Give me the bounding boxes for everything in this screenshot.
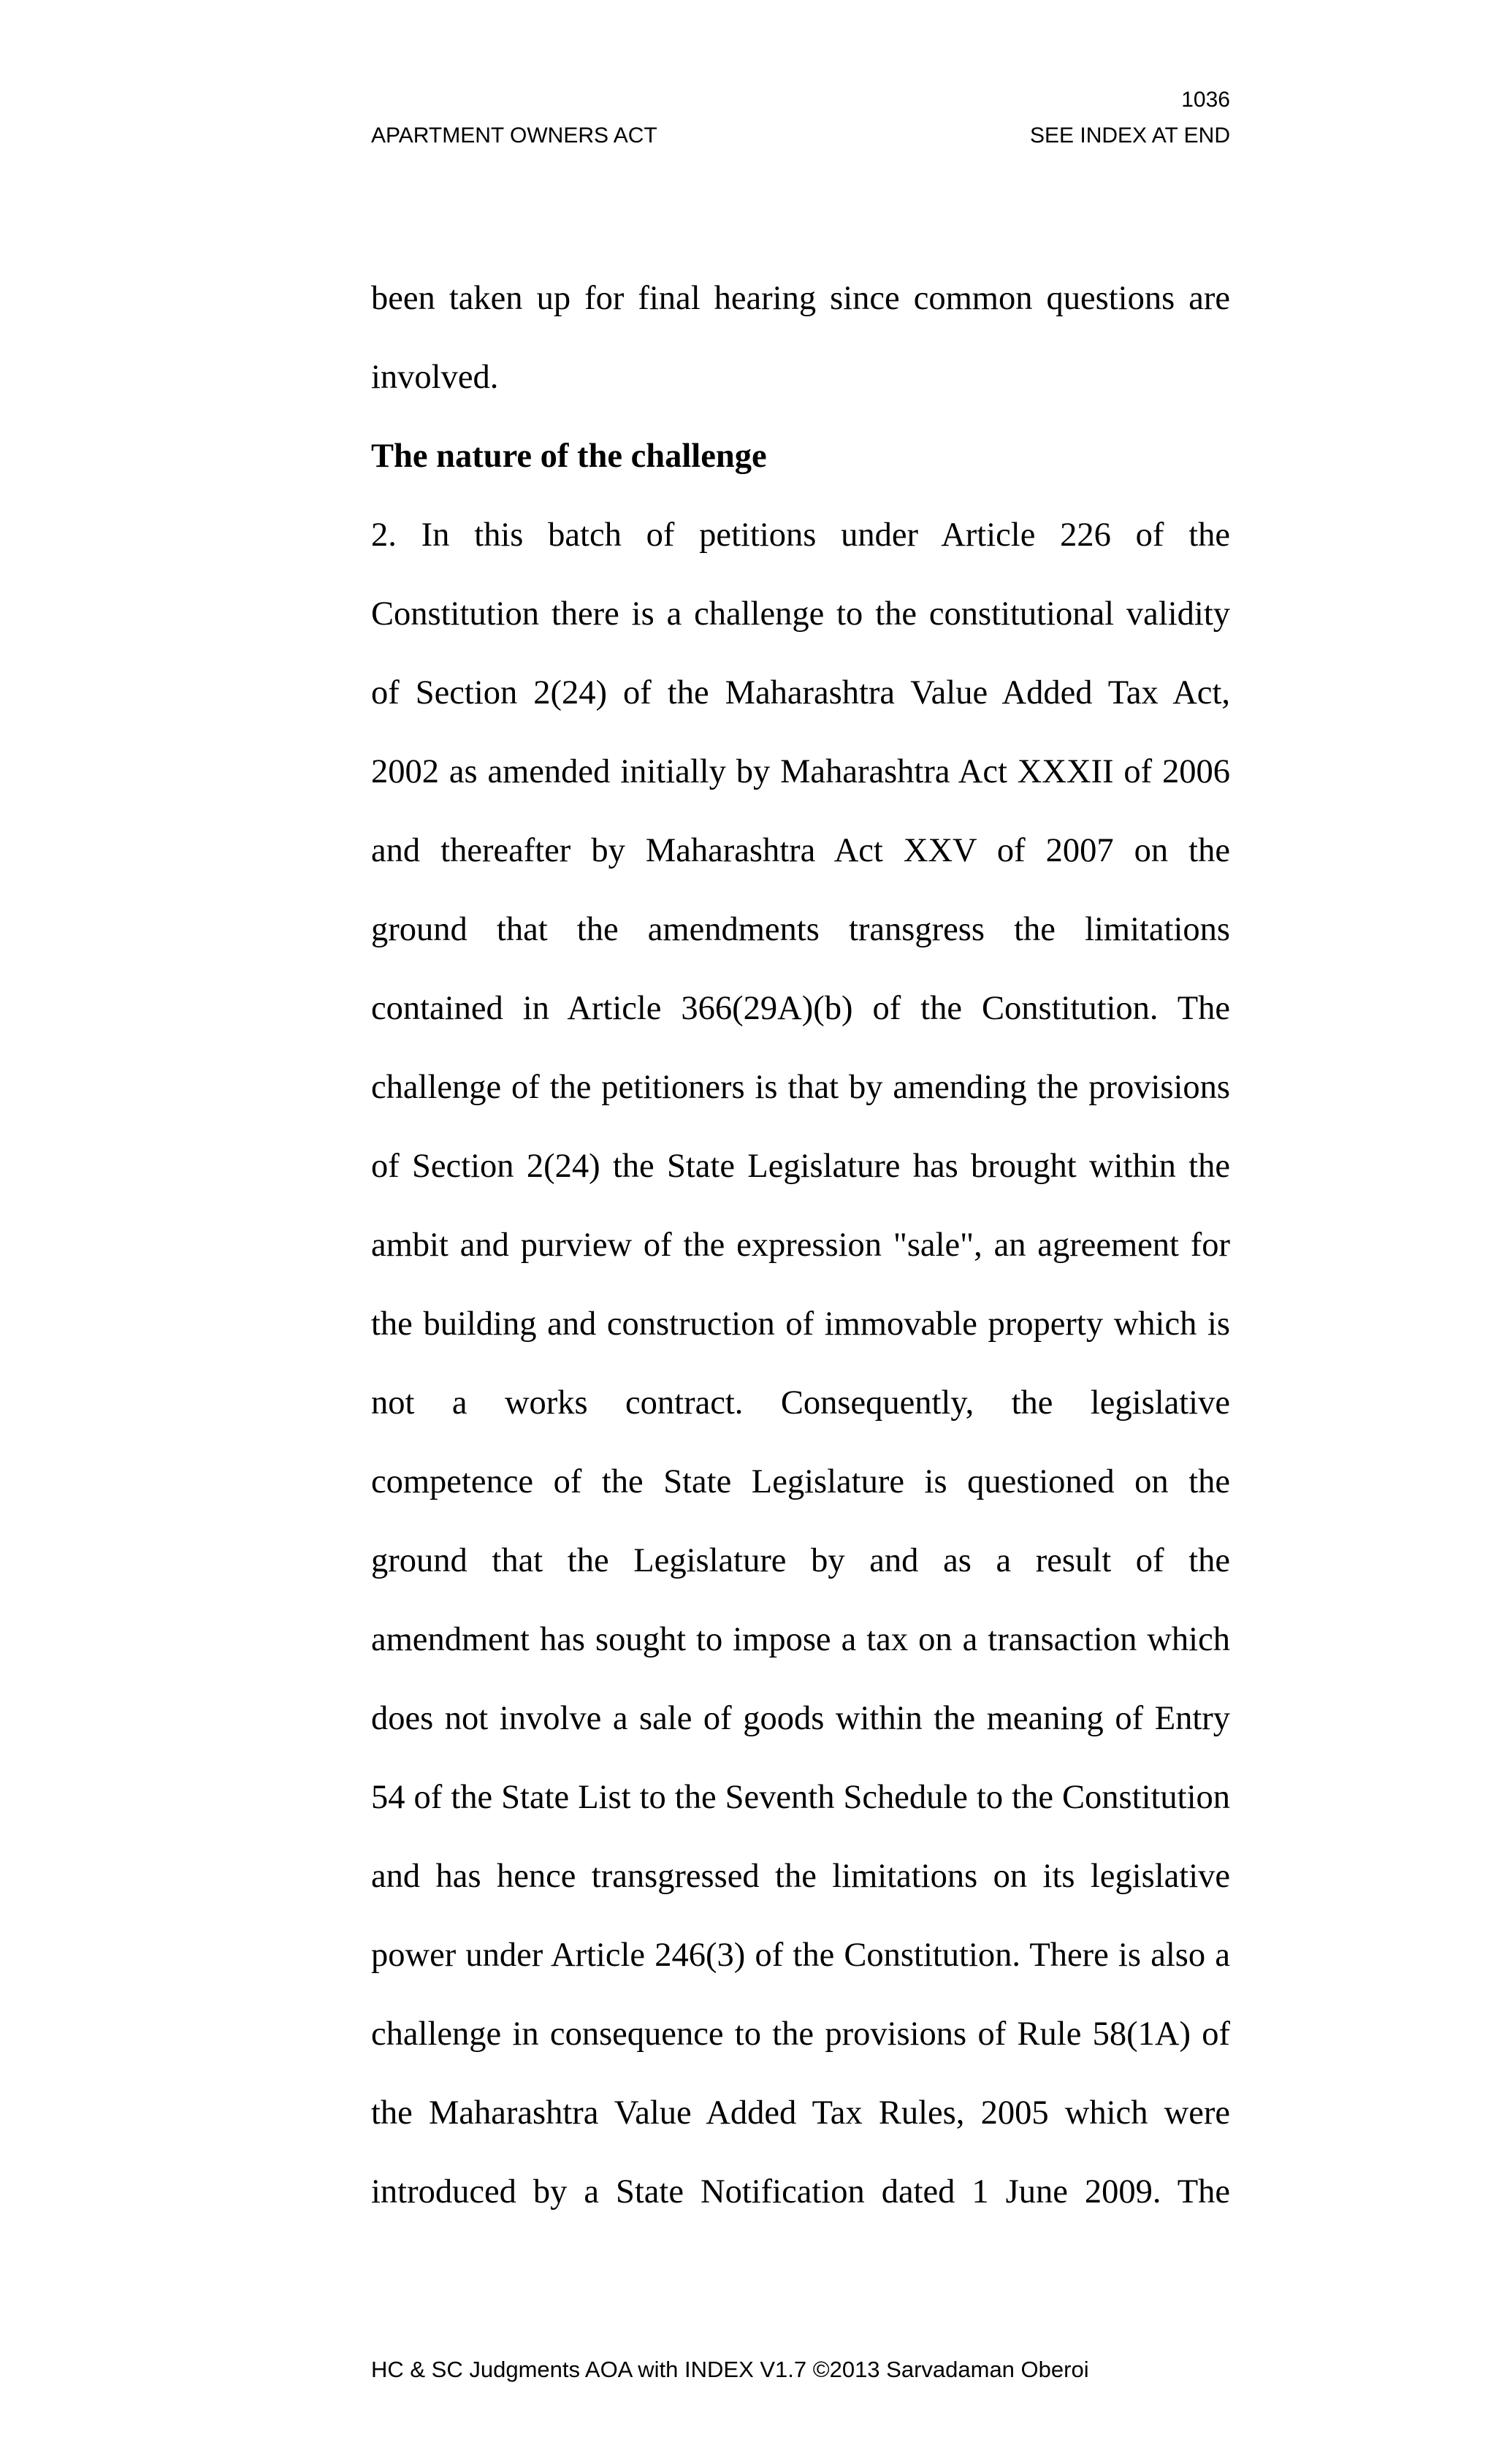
text-line: of Section 2(24) the State Legislature has brought within the	[371, 1148, 1230, 1185]
text-line: the Maharashtra Value Added Tax Rules, 2005 which were	[371, 2094, 1230, 2132]
document-body	[371, 259, 1230, 2232]
text-line: not a works contract. Consequently, the legislative	[371, 1384, 1230, 1422]
text-line: power under Article 246(3) of the Constitution. There is also a	[371, 1937, 1230, 1974]
text-line: amendment has sought to impose a tax on a transaction which	[371, 1621, 1230, 1658]
text-line: ambit and purview of the expression "sale", an agreement for	[371, 1227, 1230, 1264]
text-line: contained in Article 366(29A)(b) of the Constitution. The	[371, 990, 1230, 1027]
text-line: been taken up for final hearing since common questions are	[371, 280, 1230, 317]
section-heading: The nature of the challenge	[371, 438, 767, 475]
text-line: and has hence transgressed the limitations on its legislative	[371, 1858, 1230, 1895]
text-line: the building and construction of immovable property which is	[371, 1305, 1230, 1343]
text-line: of Section 2(24) of the Maharashtra Value Added Tax Act,	[371, 674, 1230, 712]
running-header-title: APARTMENT OWNERS ACT	[371, 123, 657, 148]
page-footer: HC & SC Judgments AOA with INDEX V1.7 ©2013 Sarvadaman Oberoi	[371, 2357, 1089, 2382]
text-line: involved.	[371, 359, 499, 396]
page-number: 1036	[1181, 88, 1230, 112]
text-line: challenge in consequence to the provisions of Rule 58(1A) of	[371, 2015, 1230, 2053]
text-line: challenge of the petitioners is that by amending the provisions	[371, 1069, 1230, 1106]
running-header-index-note: SEE INDEX AT END	[1030, 123, 1230, 148]
text-line: ground that the Legislature by and as a result of the	[371, 1542, 1230, 1579]
text-line: 2002 as amended initially by Maharashtra Act XXXII of 2006	[371, 753, 1230, 790]
text-line: and thereafter by Maharashtra Act XXV of 2007 on the	[371, 832, 1230, 869]
text-line: does not involve a sale of goods within the meaning of Entry	[371, 1700, 1230, 1737]
text-line: Constitution there is a challenge to the constitutional validity	[371, 595, 1230, 633]
text-line: introduced by a State Notification dated 1 June 2009. The	[371, 2173, 1230, 2211]
text-line: ground that the amendments transgress the limitations	[371, 911, 1230, 948]
paragraph-2	[371, 496, 1230, 2232]
text-line: competence of the State Legislature is questioned on the	[371, 1463, 1230, 1500]
text-line: 2. In this batch of petitions under Article 226 of the	[371, 516, 1230, 554]
text-line: 54 of the State List to the Seventh Schedule to the Constitution	[371, 1779, 1230, 1816]
